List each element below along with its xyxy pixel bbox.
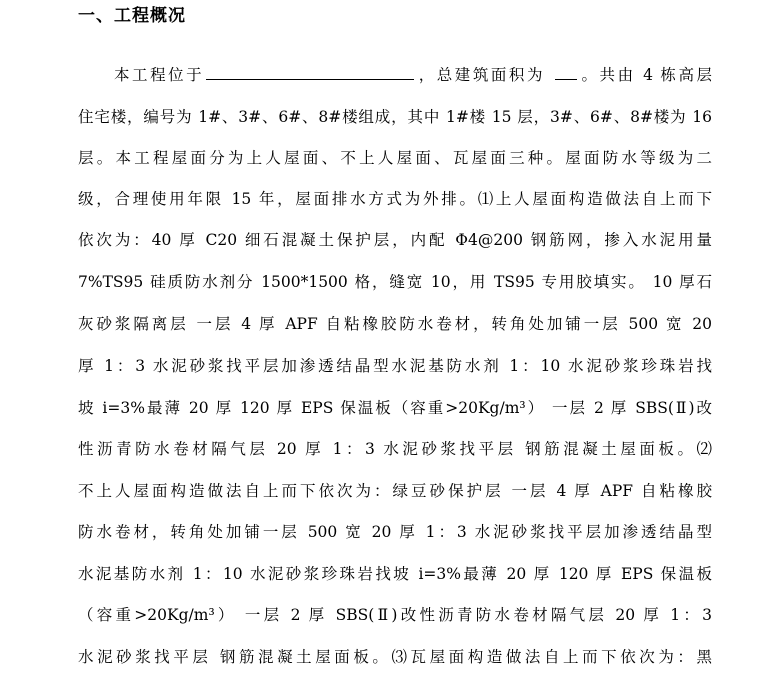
paragraph-line: 性沥青防水卷材隔气层 20 厚 1：3 水泥砂浆找平层 钢筋混凝土屋面板。⑵ <box>78 440 712 458</box>
paragraph-line: 住宅楼，编号为 1#、3#、6#、8#楼组成，其中 1#楼 15 层，3#、6#、8#楼为 16 <box>78 108 712 126</box>
text-segment: 。共由 4 栋高层 <box>578 66 712 84</box>
paragraph-line: 不上人屋面构造做法自上而下依次为：绿豆砂保护层 一层 4 厚 APF 自粘橡胶 <box>78 482 712 500</box>
section-heading: 一、工程概况 <box>78 6 186 26</box>
paragraph-line-1 <box>114 64 712 86</box>
text-segment: 本工程位于 <box>114 66 205 84</box>
paragraph-line: 级，合理使用年限 15 年，屋面排水方式为外排。⑴上人屋面构造做法自上而下 <box>78 190 712 208</box>
paragraph-line: 厚 1：3 水泥砂浆找平层加渗透结晶型水泥基防水剂 1：10 水泥砂浆珍珠岩找 <box>78 357 712 375</box>
area-blank-field <box>555 65 577 80</box>
paragraph-line: 水泥砂浆找平层 钢筋混凝土屋面板。⑶瓦屋面构造做法自上而下依次为：黑 <box>78 648 712 666</box>
text-segment: ，总建筑面积为 <box>416 66 545 84</box>
paragraph-line: 灰砂浆隔离层 一层 4 厚 APF 自粘橡胶防水卷材，转角处加铺一层 500 宽 20 <box>78 315 712 333</box>
paragraph-line: 层。本工程屋面分为上人屋面、不上人屋面、瓦屋面三种。屋面防水等级为二 <box>78 149 712 167</box>
location-blank-field <box>206 65 414 80</box>
paragraph-line: 依次为：40 厚 C20 细石混凝土保护层，内配 Φ4@200 钢筋网，掺入水泥用量 <box>78 231 712 249</box>
paragraph-line: 坡 i=3%最薄 20 厚 120 厚 EPS 保温板（容重>20Kg/m³） 一层 2 厚 SBS(Ⅱ)改 <box>78 399 712 417</box>
paragraph-line: 7%TS95 硅质防水剂分 1500*1500 格，缝宽 10，用 TS95 专用胶填实。 10 厚石 <box>78 273 712 291</box>
paragraph-line: 防水卷材，转角处加铺一层 500 宽 20 厚 1：3 水泥砂浆找平层加渗透结晶型 <box>78 523 712 541</box>
paragraph-line: 水泥基防水剂 1：10 水泥砂浆珍珠岩找坡 i=3%最薄 20 厚 120 厚 EPS 保温板 <box>78 565 712 583</box>
paragraph-line: （容重>20Kg/m³） 一层 2 厚 SBS(Ⅱ)改性沥青防水卷材隔气层 20 厚 1：3 <box>78 606 712 624</box>
